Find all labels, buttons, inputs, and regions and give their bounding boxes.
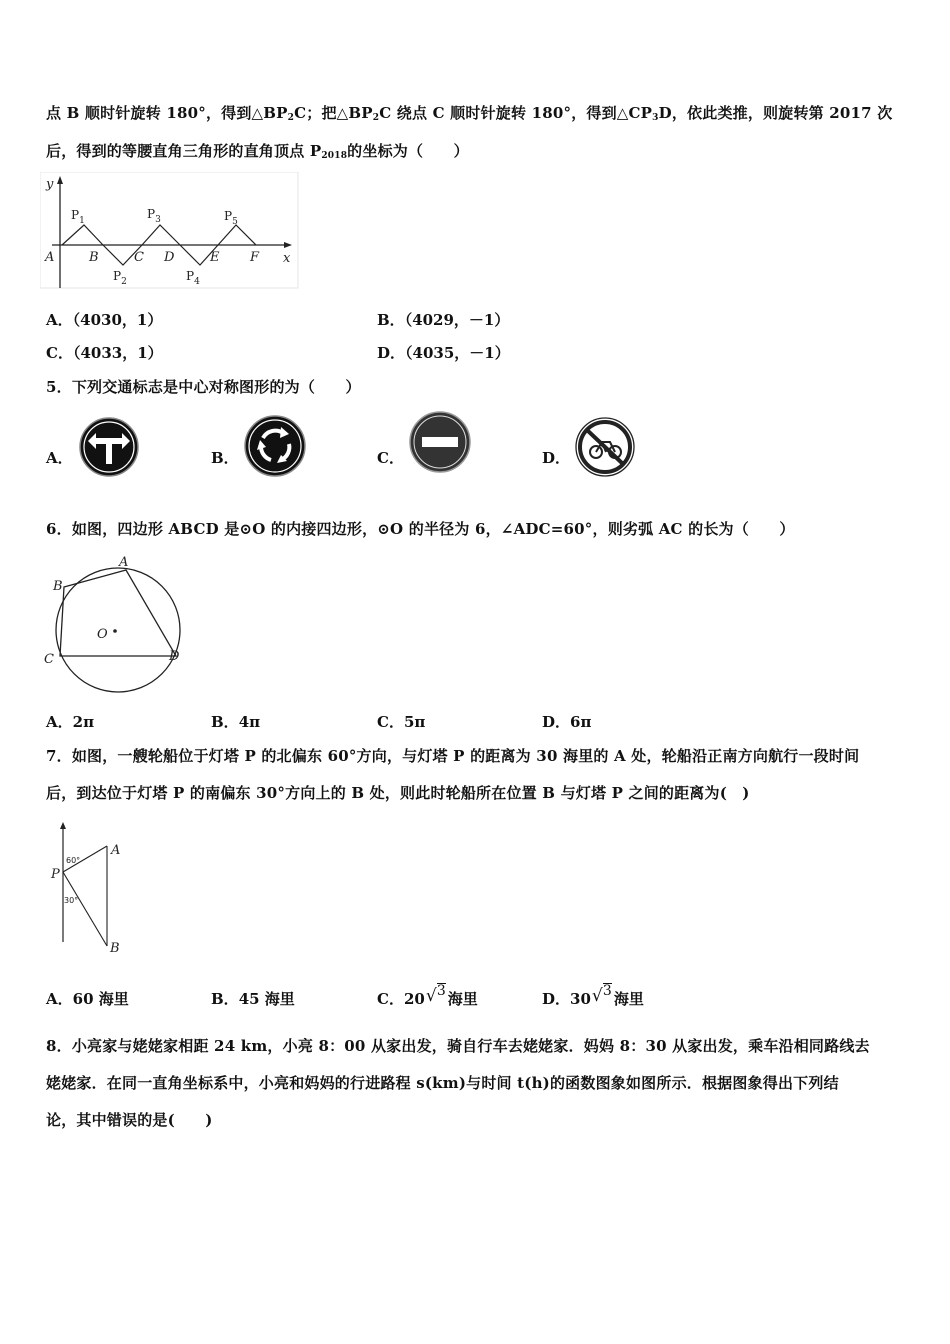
q4-option-d[interactable]: D．（4035，－1） xyxy=(377,344,510,362)
q7-option-a[interactable]: A．60 海里 xyxy=(46,990,129,1008)
q6-option-d[interactable]: D．6π xyxy=(542,713,592,731)
point-label-a: A xyxy=(45,250,55,265)
q4-zigzag-figure xyxy=(40,172,300,290)
q7-stem-line2: 后，到达位于灯塔 P 的南偏东 30°方向上的 B 处，则此时轮船所在位置 B 与灯塔 P 之间的距离为( ) xyxy=(46,784,750,802)
q5-option-c[interactable]: C． xyxy=(377,449,404,467)
q4-option-a[interactable]: A．（4030，1） xyxy=(46,311,163,329)
point-label-a: A xyxy=(111,843,121,858)
point-label-a: A xyxy=(119,555,129,570)
q4-stem-line2: 后，得到的等腰直角三角形的直角顶点 $P_{2018}$的坐标为（ ） xyxy=(46,142,469,161)
point-label-p3: $P_3$ xyxy=(147,207,161,225)
q7-option-c[interactable]: C．20√ 3 海里 xyxy=(377,988,478,1009)
q5-option-b[interactable]: B． xyxy=(211,449,239,467)
center-label-o: O xyxy=(97,627,108,642)
q7-lighthouse-figure xyxy=(44,816,134,958)
no-bicycle-sign-icon xyxy=(574,416,636,478)
sqrt-symbol: √ 3 xyxy=(593,990,612,1008)
angle-label-60: 60° xyxy=(66,856,81,865)
q8-stem-line1: 8．小亮家与姥姥家相距 24 km，小亮 8：00 从家出发，骑自行车去姥姥家．妈妈 8：30 从家出发，乘车沿相同路线去 xyxy=(46,1037,870,1055)
turn-left-right-sign-icon xyxy=(78,416,140,478)
point-label-b: B xyxy=(89,250,99,265)
point-label-b: B xyxy=(110,941,120,956)
angle-label-30: 30° xyxy=(64,896,79,905)
point-label-d: D xyxy=(169,649,180,664)
no-entry-sign-icon xyxy=(408,410,472,474)
q5-option-a[interactable]: A． xyxy=(46,449,73,467)
y-axis-label: y xyxy=(46,177,54,192)
q6-circle-figure xyxy=(40,552,188,694)
x-axis-label: x xyxy=(283,251,291,266)
q6-option-b[interactable]: B．4π xyxy=(211,713,261,731)
q5-option-d[interactable]: D． xyxy=(542,449,571,467)
point-label-p2: $P_2$ xyxy=(113,269,127,287)
point-label-p4: $P_4$ xyxy=(186,269,200,287)
point-label-p5: $P_5$ xyxy=(224,209,238,227)
q6-option-c[interactable]: C．5π xyxy=(377,713,426,731)
sqrt-symbol: √ 3 xyxy=(427,990,446,1008)
q7-option-d[interactable]: D．30√ 3 海里 xyxy=(542,988,644,1009)
q8-stem-line3: 论，其中错误的是( ) xyxy=(46,1111,213,1129)
point-label-c: C xyxy=(44,652,54,667)
point-label-c: C xyxy=(134,250,144,265)
point-label-p1: $P_1$ xyxy=(71,208,85,226)
q5-stem: 5．下列交通标志是中心对称图形的为（ ） xyxy=(46,378,361,396)
q7-stem-line1: 7．如图，一艘轮船位于灯塔 P 的北偏东 60°方向，与灯塔 P 的距离为 30 海里的 A 处，轮船沿正南方向航行一段时间 xyxy=(46,747,860,765)
q6-stem: 6．如图，四边形 ABCD 是⊙O 的内接四边形，⊙O 的半径为 6，∠ADC=60°，则劣弧 AC 的长为（ ） xyxy=(46,520,795,538)
point-label-f: F xyxy=(250,250,260,265)
q4-stem-line1: 点 B 顺时针旋转 180°，得到$\triangle BP_2C$；把$\triangle BP_2C$ 绕点 C 顺时针旋转 180°，得到$\triangle CP_3D$，依此类推，则旋转第 2017 次 xyxy=(46,104,893,123)
point-label-e: E xyxy=(210,250,220,265)
q7-option-b[interactable]: B．45 海里 xyxy=(211,990,295,1008)
q8-stem-line2: 姥姥家．在同一直角坐标系中，小亮和妈妈的行进路程 s(km)与时间 t(h)的函数图象如图所示．根据图象得出下列结 xyxy=(46,1074,839,1092)
point-label-d: D xyxy=(164,250,175,265)
point-label-b: B xyxy=(53,579,63,594)
q4-option-b[interactable]: B．（4029，－1） xyxy=(377,311,510,329)
roundabout-sign-icon xyxy=(243,414,307,478)
q4-option-c[interactable]: C．（4033，1） xyxy=(46,344,163,362)
point-label-p: P xyxy=(51,867,60,882)
q6-option-a[interactable]: A．2π xyxy=(46,713,95,731)
